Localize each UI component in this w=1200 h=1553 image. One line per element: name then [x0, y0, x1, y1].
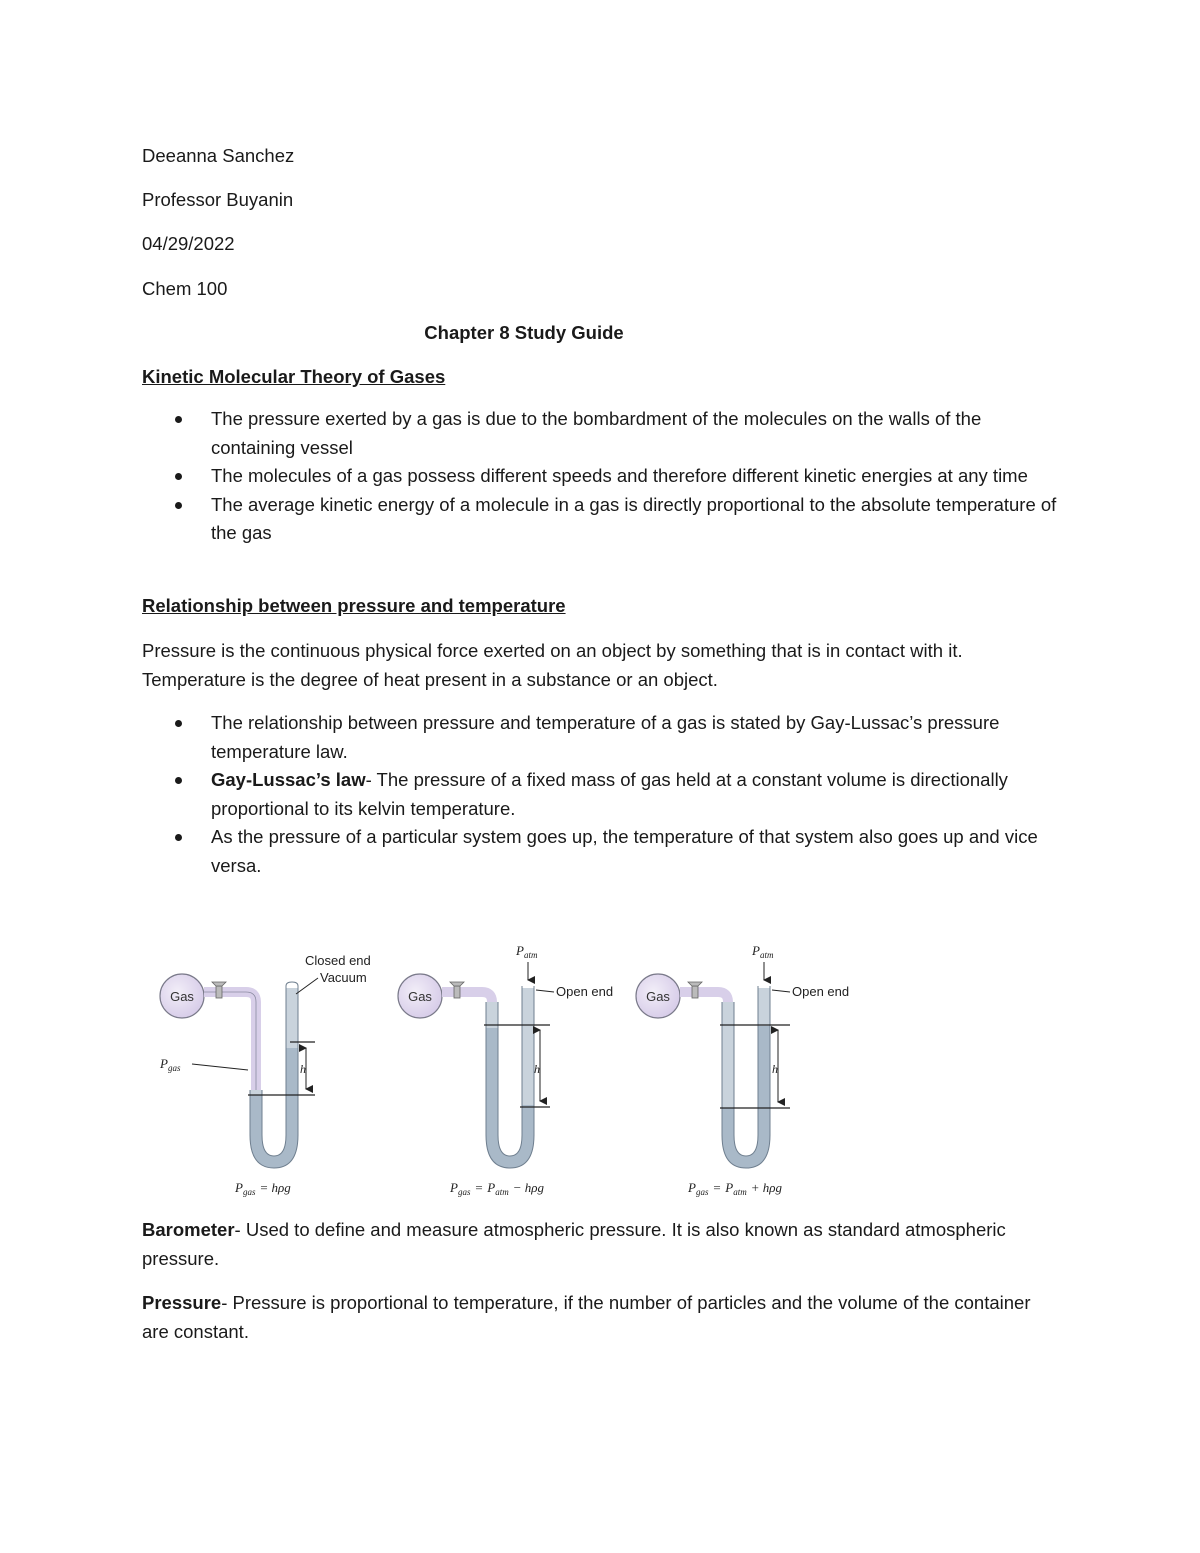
valve-icon — [692, 986, 698, 998]
h-label: h — [534, 1062, 540, 1076]
pressure-term: Pressure — [142, 1292, 222, 1313]
list-item: Gay-Lussac’s law- The pressure of a fixed mass of gas held at a constant volume is directionally proportional to its kelvin temperature. — [142, 766, 1062, 823]
pressure-temperature-paragraph: Pressure is the continuous physical force exerted on an object by something that is in contact with it. Temperature is the degree of heat present in a substance or an object. — [142, 640, 963, 690]
barometer-term: Barometer — [142, 1219, 235, 1240]
pressure-definition: Pressure- Pressure is proportional to temperature, if the number of particles and the volume of the container are constant. — [142, 1292, 1031, 1342]
equation-open-higher: $P_{gas} = P_{atm} + h\rho g$ — [688, 1180, 782, 1197]
open-end-label: Open end — [792, 984, 850, 999]
gas-label: Gas — [646, 989, 670, 1004]
p-atm-label: $P_{atm}$ — [516, 943, 538, 960]
gay-lussac-term: Gay-Lussac’s law — [211, 769, 366, 790]
date: 04/29/2022 — [142, 233, 235, 254]
bullet-icon — [175, 416, 182, 423]
gas-tube — [442, 992, 492, 1028]
bullet-icon — [175, 502, 182, 509]
equation-open-lower: $P_{gas} = P_{atm} - h\rho g$ — [450, 1180, 544, 1197]
bullet-icon — [175, 473, 182, 480]
bullet-icon — [175, 777, 182, 784]
h-label: h — [300, 1062, 306, 1076]
author-name: Deeanna Sanchez — [142, 145, 295, 166]
gas-tube — [204, 992, 256, 1150]
professor-name: Professor Buyanin — [142, 189, 294, 210]
open-end-manometer-lower — [398, 943, 613, 1197]
open-end-manometer-higher — [636, 943, 849, 1197]
closed-end-manometer — [159, 953, 371, 1197]
closed-end-label: Closed end — [305, 953, 371, 968]
p-atm-label: $P_{atm}$ — [752, 943, 774, 960]
kinetic-bullet-list — [142, 405, 1062, 548]
equation-closed: $P_{gas} = h\rho g$ — [235, 1180, 291, 1197]
manometer-figure — [150, 940, 870, 1205]
bullet-icon — [175, 720, 182, 727]
list-item: The molecules of a gas possess different speeds and therefore different kinetic energies at any time — [142, 462, 1062, 491]
h-label: h — [772, 1062, 778, 1076]
vacuum-label: Vacuum — [320, 970, 367, 985]
barometer-definition: Barometer- Used to define and measure atmospheric pressure. It is also known as standard atmospheric pressure. — [142, 1219, 1006, 1269]
valve-icon — [216, 986, 222, 998]
pressure-bullet-list — [142, 709, 1062, 880]
list-item: The average kinetic energy of a molecule in a gas is directly proportional to the absolute temperature of the gas — [142, 491, 1062, 548]
list-item: As the pressure of a particular system goes up, the temperature of that system also goes up and vice versa. — [142, 823, 1062, 880]
document-title: Chapter 8 Study Guide — [424, 322, 624, 343]
gas-label: Gas — [408, 989, 432, 1004]
bullet-icon — [175, 834, 182, 841]
gas-label: Gas — [170, 989, 194, 1004]
open-end-label: Open end — [556, 984, 614, 999]
list-item: The relationship between pressure and temperature of a gas is stated by Gay-Lussac’s pressure temperature law. — [142, 709, 1062, 766]
section-heading-pressure-temperature: Relationship between pressure and temperature — [142, 595, 566, 616]
section-heading-kinetic: Kinetic Molecular Theory of Gases — [142, 366, 446, 387]
gas-tube — [680, 992, 728, 1105]
liquid-column — [256, 1048, 292, 1162]
p-gas-label: $P_{gas}$ — [160, 1056, 181, 1073]
list-item: The pressure exerted by a gas is due to the bombardment of the molecules on the walls of the containing vessel — [142, 405, 1062, 462]
valve-icon — [454, 986, 460, 998]
course-name: Chem 100 — [142, 278, 228, 299]
